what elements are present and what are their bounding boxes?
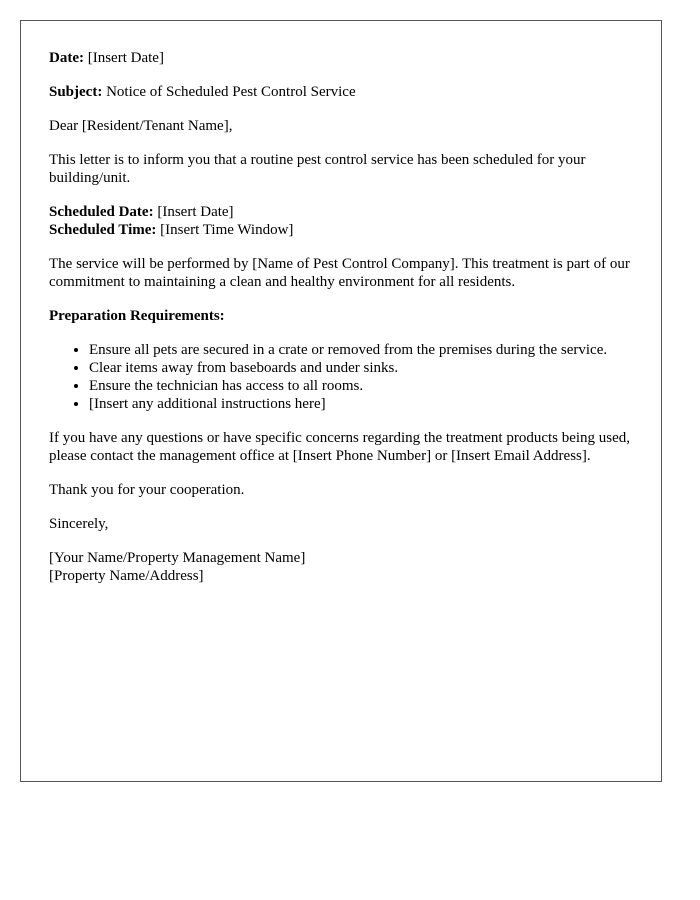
subject-value: Notice of Scheduled Pest Control Service xyxy=(106,84,356,100)
date-value: [Insert Date] xyxy=(87,50,164,66)
scheduled-time-value: [Insert Time Window] xyxy=(160,222,294,238)
intro-paragraph: This letter is to inform you that a routine pest control service has been scheduled for your building/unit. xyxy=(49,152,586,186)
letter xyxy=(20,20,662,782)
list-item: • [Insert any additional instructions here] xyxy=(89,395,633,413)
date-line xyxy=(49,49,633,67)
scheduled-date-line xyxy=(49,203,633,221)
date-label: Date: xyxy=(49,50,84,66)
scheduled-date-label: Scheduled Date: xyxy=(49,204,154,220)
salutation: Dear [Resident/Tenant Name], xyxy=(49,118,233,134)
preparation-heading-text: Preparation Requirements: xyxy=(49,308,225,324)
signature-address: [Property Name/Address] xyxy=(49,568,204,584)
list-item: • Clear items away from baseboards and under sinks. xyxy=(89,359,633,377)
scheduled-date-value: [Insert Date] xyxy=(157,204,234,220)
closing-line: Sincerely, xyxy=(49,516,109,532)
subject-label: Subject: xyxy=(49,84,103,100)
preparation-list xyxy=(49,341,633,413)
service-paragraph: The service will be performed by [Name of Pest Control Company]. This treatment is part of our commitment to maintaining a clean and healthy environment for all residents. xyxy=(49,256,630,290)
list-item: • Ensure the technician has access to all rooms. xyxy=(89,377,633,395)
scheduled-time-label: Scheduled Time: xyxy=(49,222,157,238)
list-item: • Ensure all pets are secured in a crate or removed from the premises during the service. xyxy=(89,341,633,359)
thanks-line: Thank you for your cooperation. xyxy=(49,482,245,498)
preparation-heading xyxy=(49,307,633,325)
contact-paragraph: If you have any questions or have specific concerns regarding the treatment products being used, please contact the management office at [Insert Phone Number] or [Insert Email Address]. xyxy=(49,430,631,464)
scheduled-time-line xyxy=(49,221,633,239)
subject-line xyxy=(49,83,633,101)
signature-name: [Your Name/Property Management Name] xyxy=(49,550,306,566)
